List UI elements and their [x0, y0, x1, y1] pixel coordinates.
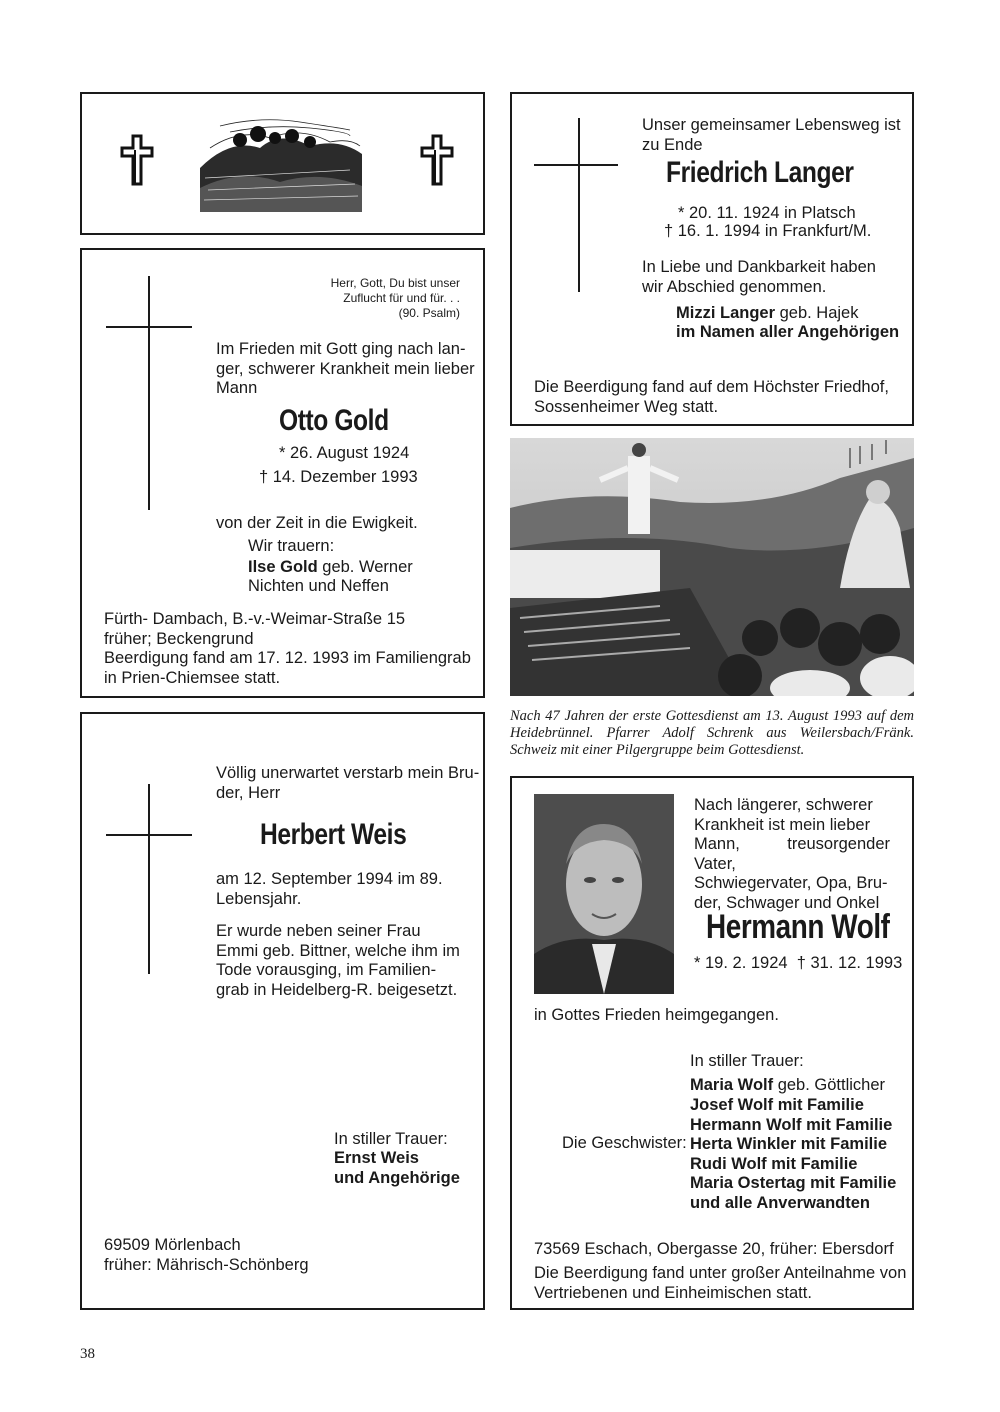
- header-decoration-box: [80, 92, 485, 235]
- address-block: 69509 Mörlenbach früher: Mährisch-Schönberg: [104, 1236, 309, 1274]
- mourner-2: Nichten und Neffen: [248, 577, 389, 595]
- burial-text: Er wurde neben seiner Frau Emmi geb. Bittner, welche ihm im Tode vorausging, im Familien- grab in Heidelberg-R. beigesetzt.: [216, 922, 460, 999]
- outdoor-service-photo: [510, 438, 914, 696]
- peace-text: in Gottes Frieden heimgegangen.: [534, 1006, 779, 1024]
- birth-date: * 26. August 1924: [279, 444, 410, 462]
- cross-icon: [420, 134, 454, 186]
- cross-vertical: [148, 276, 150, 510]
- mourn-label: In stiller Trauer:: [334, 1130, 448, 1148]
- cross-horizontal: [534, 164, 618, 166]
- photo-caption: Nach 47 Jahren der erste Gottesdienst am 13. August 1993 auf dem Heidebrünnel. Pfarrer Adolf Schrenk aus Weilersbach/Fränk. Schweiz mit einer Pilgergruppe beim Gottesdienst.: [510, 708, 914, 758]
- cross-horizontal: [106, 834, 192, 836]
- birth-date: * 20. 11. 1924 in Platsch: [678, 204, 856, 222]
- family-list: Josef Wolf mit Familie Hermann Wolf mit Familie Herta Winkler mit Familie Rudi Wolf mit Familie Maria Ostertag mit Familie und alle Anverwandten: [690, 1096, 897, 1212]
- mourn-label: Wir trauern:: [248, 537, 335, 555]
- intro-text: Im Frieden mit Gott ging nach lan- ger, schwerer Krankheit mein lieber Mann: [216, 340, 475, 397]
- mourners: Ernst Weis und Angehörige: [334, 1149, 460, 1187]
- obituary-friedrich-langer: [510, 92, 914, 426]
- deceased-name: Friedrich Langer: [666, 156, 854, 189]
- obituary-otto-gold: [80, 248, 485, 698]
- portrait-photo: [534, 794, 674, 994]
- landscape-engraving-image: [200, 108, 362, 212]
- deceased-name: Herbert Weis: [260, 818, 407, 851]
- deceased-name: Otto Gold: [279, 404, 389, 437]
- death-date: † 14. Dezember 1993: [259, 468, 418, 486]
- wife: Maria Wolf geb. Göttlicher: [690, 1076, 886, 1094]
- signer: Mizzi Langer geb. Hajek: [676, 304, 859, 322]
- cross-vertical: [148, 784, 150, 974]
- obituary-hermann-wolf: [510, 776, 914, 1310]
- deceased-name: Hermann Wolf: [706, 908, 890, 946]
- intro-text: Unser gemeinsamer Lebensweg ist zu Ende: [642, 116, 901, 154]
- cross-horizontal: [106, 326, 192, 328]
- death-date: † 16. 1. 1994 in Frankfurt/M.: [664, 222, 872, 240]
- funeral-text: Die Beerdigung fand unter großer Anteilnahme von Vertriebenen und Einheimischen statt.: [534, 1264, 907, 1302]
- psalm-quote: Herr, Gott, Du bist unser Zuflucht für und für. . . (90. Psalm): [330, 276, 460, 320]
- funeral-text: Die Beerdigung fand auf dem Höchster Friedhof, Sossenheimer Weg statt.: [534, 378, 889, 416]
- obituary-herbert-weis: [80, 712, 485, 1310]
- cross-vertical: [578, 118, 580, 292]
- intro-text: Nach längerer, schwerer Krankheit ist mein lieber Mann, treusorgender Vater, Schwiegervater, Opa, Bru- der, Schwager und Onkel: [694, 796, 890, 912]
- mourn-label: In stiller Trauer:: [690, 1052, 804, 1070]
- cross-icon: [120, 134, 154, 186]
- address: 73569 Eschach, Obergasse 20, früher: Ebersdorf: [534, 1240, 894, 1258]
- life-dates: * 19. 2. 1924 † 31. 12. 1993: [694, 954, 903, 972]
- page-number: 38: [80, 1346, 95, 1362]
- signer-2: im Namen aller Angehörigen: [676, 323, 900, 341]
- farewell-text: In Liebe und Dankbarkeit haben wir Abschied genommen.: [642, 258, 876, 296]
- address-block: Fürth- Dambach, B.-v.-Weimar-Straße 15 früher; Beckengrund Beerdigung fand am 17. 12. 1993 im Familiengrab in Prien-Chiemsee statt.: [104, 610, 471, 687]
- siblings-label: Die Geschwister:: [562, 1134, 687, 1152]
- eternity-text: von der Zeit in die Ewigkeit.: [216, 514, 418, 532]
- death-date: am 12. September 1994 im 89. Lebensjahr.: [216, 870, 443, 908]
- intro-text: Völlig unerwartet verstarb mein Bru- der, Herr: [216, 764, 480, 802]
- mourner: Ilse Gold geb. Werner: [248, 558, 413, 576]
